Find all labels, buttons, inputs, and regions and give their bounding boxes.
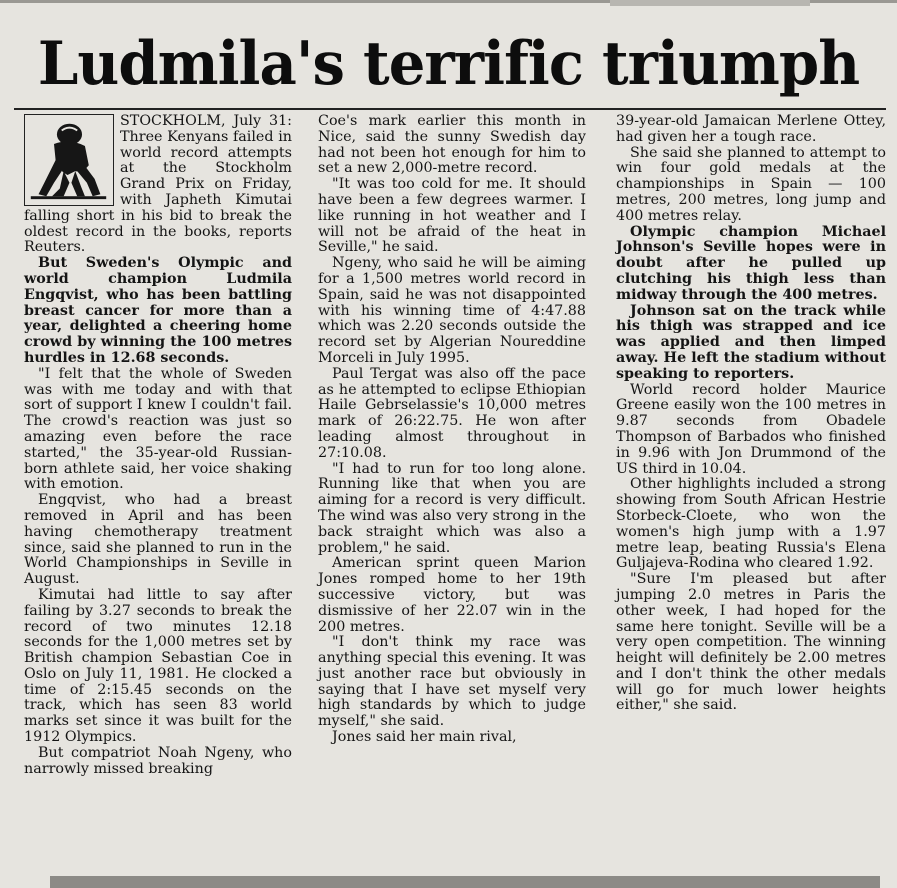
article-paragraph: Ngeny, who said he will be aiming for a 1,500 metres world record in Spain, said he was not disappointed with his winning time of 4:47.88 which was 2.20 seconds outside the record set by Algerian Noureddine Morceli in July 1995. bbox=[318, 255, 586, 366]
article-paragraph: Paul Tergat was also off the pace as he attempted to eclipse Ethiopian Haile Gebrselassie's 10,000 metres mark of 26:22.75. He won after leading almost throughout in 27:10.08. bbox=[318, 365, 586, 461]
article-paragraph: World record holder Maurice Greene easily won the 100 metres in 9.87 seconds from Obadele Thompson of Barbados who finished in 9.96 with Jon Drummond of the US third in 10.04. bbox=[616, 381, 886, 477]
article-paragraph: Kimutai had little to say after failing by 3.27 seconds to break the record of two minutes 12.18 seconds for the 1,000 metres set by British champion Sebastian Coe in Oslo on July 11, 1981. He clocked a time of 2:15.45 seconds on the track, which has seen 83 world marks set since it was built for the 1912 Olympics. bbox=[24, 586, 292, 746]
article-paragraph: "Sure I'm pleased but after jumping 2.0 metres in Paris the other week, I had hoped for the same here tonight. Seville will be a very open competition. The winning height will definitely be 2.00 metres and I don't think the other medals will go for much lower heights either," she said. bbox=[616, 571, 886, 714]
article-paragraph: STOCKHOLM, July 31: Three Kenyans failed in world record attempts at the Stockholm Grand Prix on Friday, with Japheth Kimutai falling short in his bid to break the oldest record in the books, reports Reuters. bbox=[24, 113, 292, 256]
article-paragraph: 39-year-old Jamaican Merlene Ottey, had given her a tough race. bbox=[616, 113, 886, 145]
column-2 bbox=[318, 114, 586, 874]
headline-rule bbox=[14, 108, 886, 110]
article-paragraph: Olympic champion Michael Johnson's Seville hopes were in doubt after he pulled up clutching his thigh less than midway through the 400 metres. bbox=[616, 223, 886, 303]
article-paragraph: "I don't think my race was anything special this evening. It was just another race but obviously in saying that I have set myself very high standards by which to judge myself," she said. bbox=[318, 634, 586, 730]
article-paragraph: Other highlights included a strong showing from South African Hestrie Storbeck-Cloete, who won the women's high jump with a 1.97 metre leap, beating Russia's Elena Guljajeva-Rodina who cleared 1.92. bbox=[616, 476, 886, 572]
article-paragraph: "It was too cold for me. It should have been a few degrees warmer. I like running in hot weather and I will not be afraid of the heat in Seville," he said. bbox=[318, 176, 586, 256]
article-paragraph: Jones said her main rival, bbox=[332, 729, 517, 746]
article-paragraph: Johnson sat on the track while his thigh was strapped and ice was applied and then limped away. He left the stadium without speaking to reporters. bbox=[616, 302, 886, 382]
column-2-body bbox=[318, 114, 586, 746]
headline: Ludmila's terrific triumph bbox=[37, 29, 860, 99]
article-paragraph: But Sweden's Olympic and world champion Ludmila Engqvist, who has been battling breast cancer for more than a year, delighted a cheering home crowd by winning the 100 metres hurdles in 12.68 seconds. bbox=[24, 255, 292, 366]
top-edge-remnant bbox=[0, 0, 897, 14]
sprinter-crouch-icon bbox=[24, 114, 114, 206]
article-paragraph: "I had to run for too long alone. Running like that when you are aiming for a record is very difficult. The wind was also very strong in the back straight which was also a problem," he said. bbox=[318, 460, 586, 556]
bottom-edge-remnant bbox=[50, 876, 880, 888]
article-paragraph: But compatriot Noah Ngeny, who narrowly missed breaking bbox=[24, 744, 292, 777]
article-paragraph: Engqvist, who had a breast removed in April and has been having chemotherapy treatment since, said she planned to run in the World Championships in Seville in August. bbox=[24, 492, 292, 588]
column-1-body bbox=[24, 114, 292, 777]
article-paragraph: "I felt that the whole of Sweden was with me today and with that sort of support I knew I couldn't fail. The crowd's reaction was just so amazing even before the race started," the 35-year-old Russian-born athlete said, her voice shaking with emotion. bbox=[24, 365, 292, 493]
article-paragraph: American sprint queen Marion Jones romped home to her 19th successive victory, but was dismissive of her 22.07 win in the 200 metres. bbox=[318, 555, 586, 635]
article-paragraph: She said she planned to attempt to win four gold medals at the championships in Spain — 100 metres, 200 metres, long jump and 400 metres relay. bbox=[616, 144, 886, 224]
article-paragraph: Coe's mark earlier this month in Nice, said the sunny Swedish day had not been hot enough for him to set a new 2,000-metre record. bbox=[318, 113, 586, 177]
column-3 bbox=[616, 114, 886, 874]
column-1 bbox=[24, 114, 292, 874]
column-3-body bbox=[616, 114, 886, 714]
